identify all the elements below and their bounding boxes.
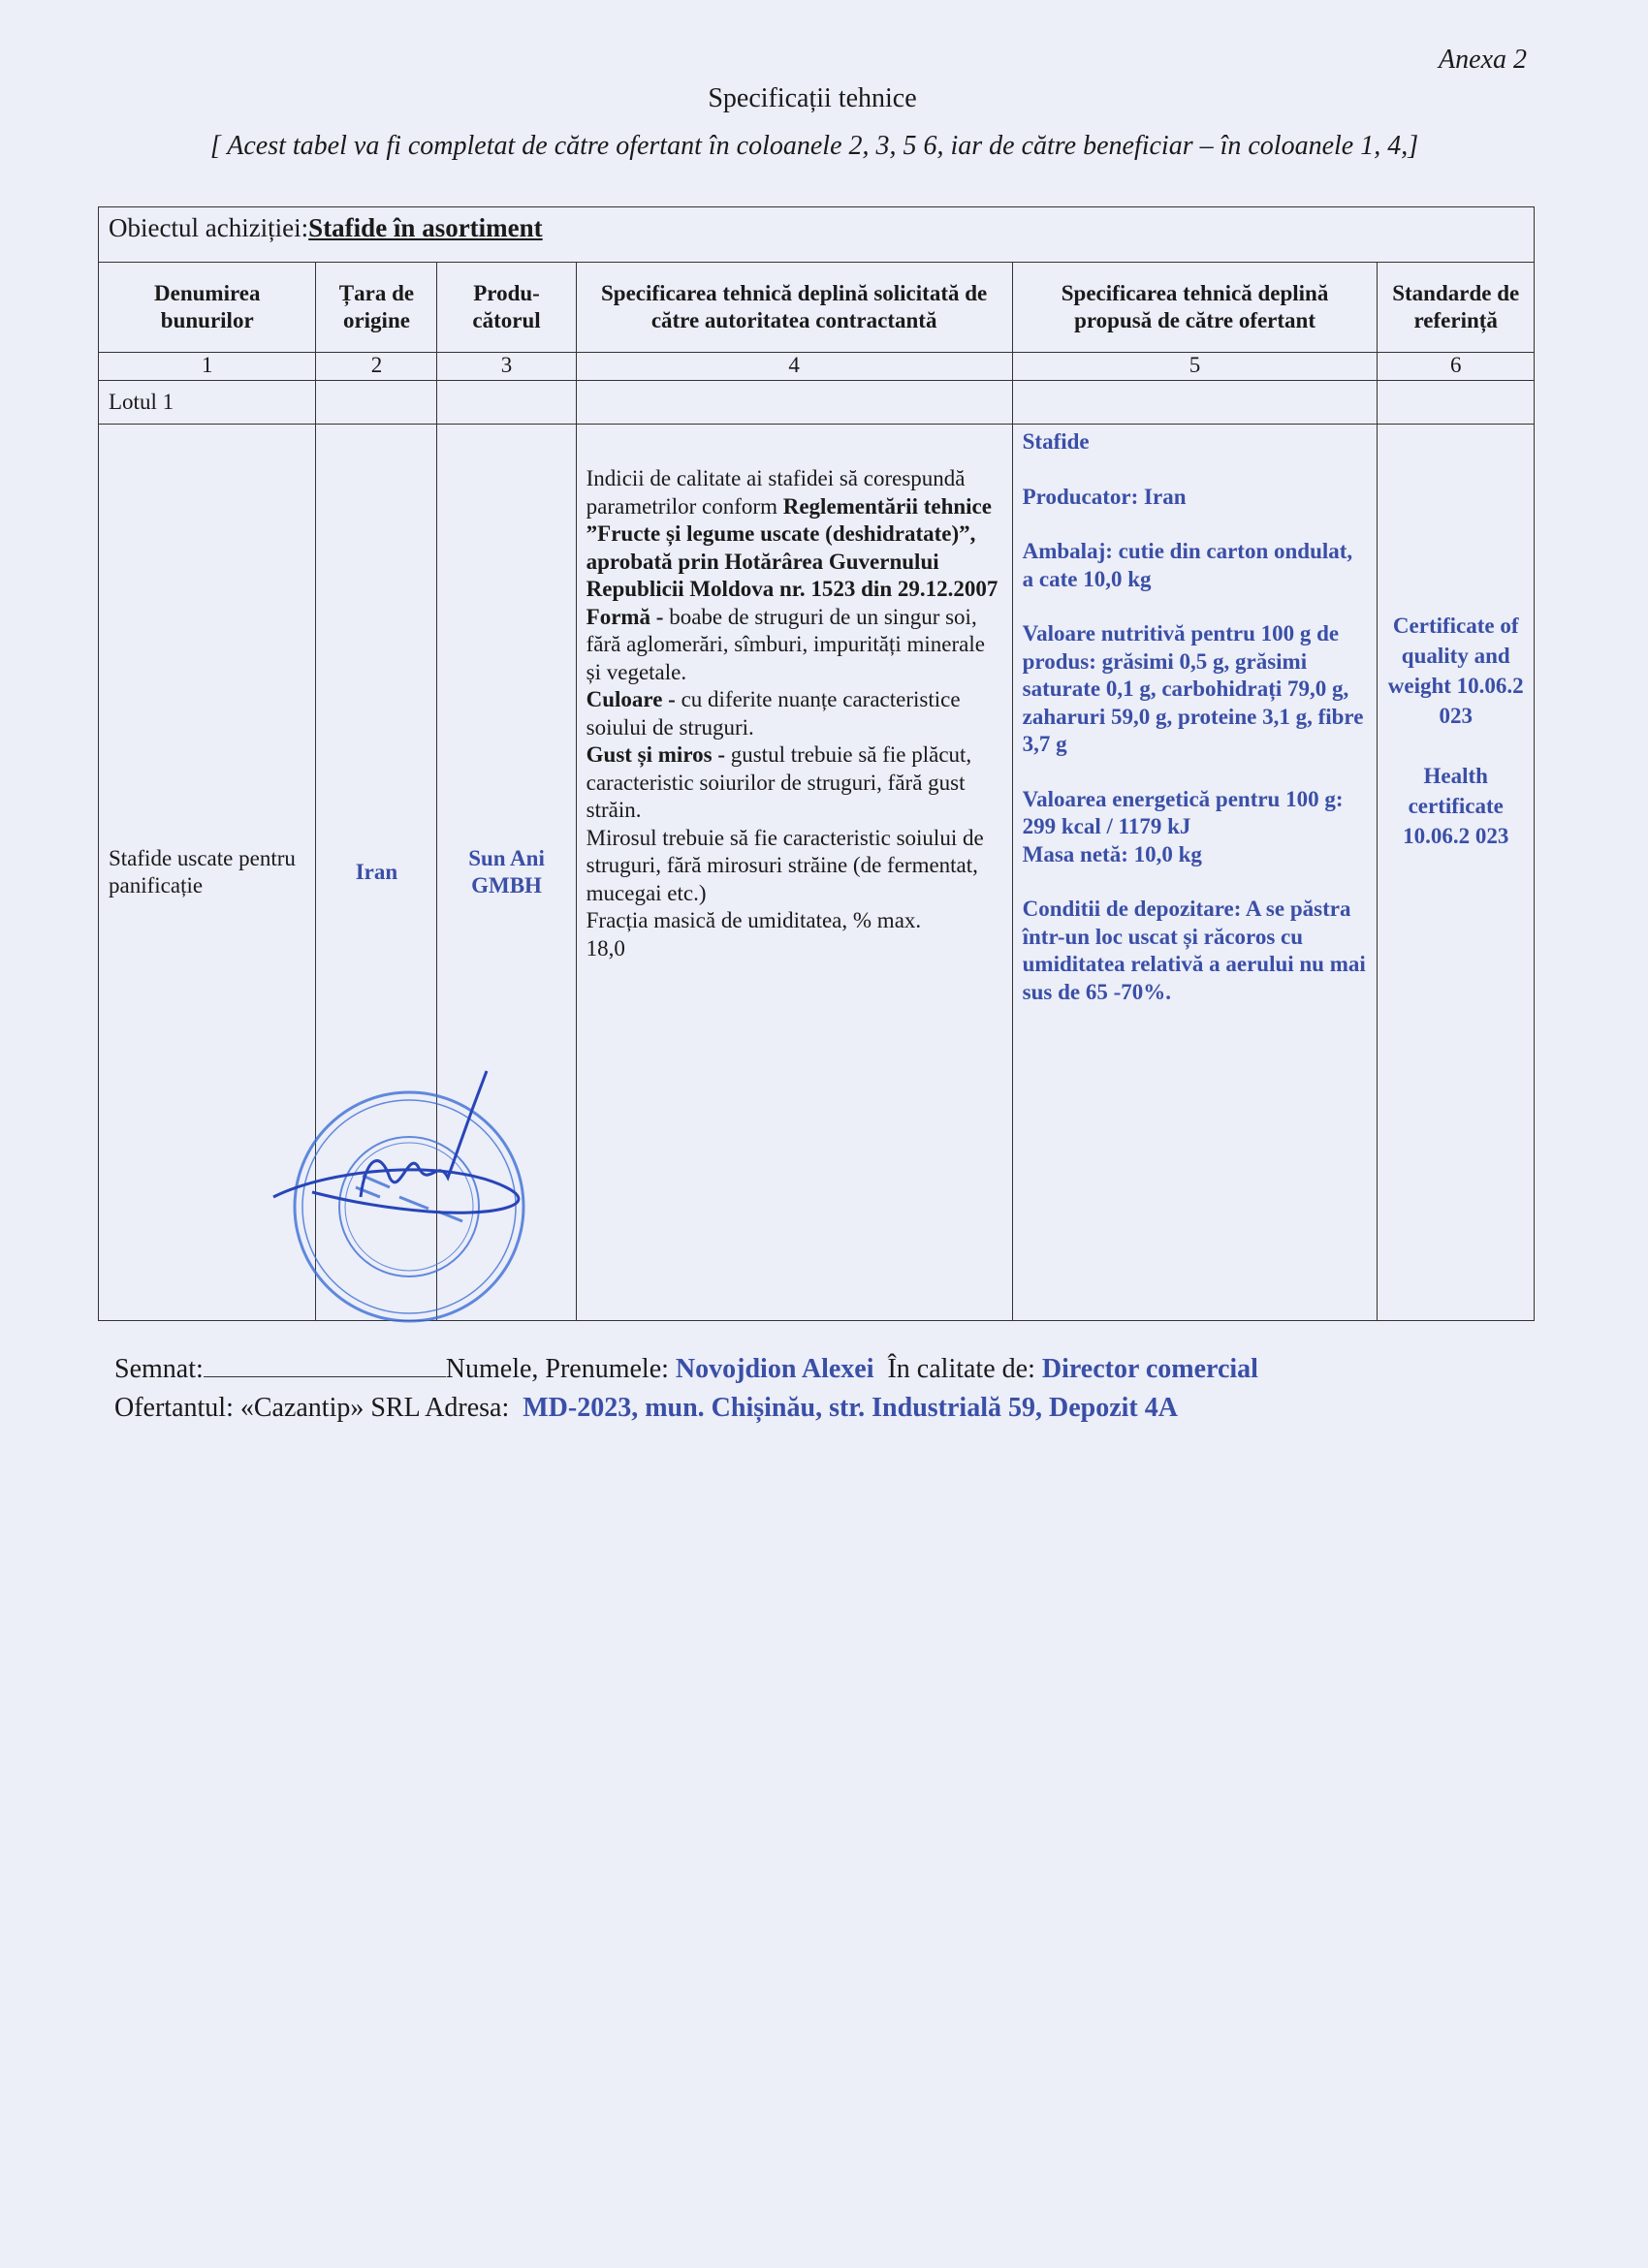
spec-intro: Indicii de calitate ai stafidei să corespundă parametrilor conform	[586, 466, 966, 519]
signature-line	[114, 1350, 1639, 1389]
form-text: boabe de struguri de un singur soi, fără aglomerări, sîmburi, impurități minerale și vegetale.	[586, 604, 985, 684]
taste-label: Gust și miros -	[586, 742, 725, 767]
header-row	[99, 263, 1535, 353]
column-number: 1	[99, 353, 316, 381]
address-label: Adresa:	[425, 1393, 510, 1423]
procurement-object	[99, 207, 1535, 263]
column-number: 5	[1012, 353, 1378, 381]
offer-producer: Producator: Iran	[1022, 484, 1187, 509]
signer-name: Novojdion Alexei	[675, 1354, 874, 1384]
standard-health-certificate: Health certificate 10.06.2 023	[1403, 764, 1509, 848]
form-label: Formă -	[586, 604, 664, 629]
offer-product: Stafide	[1022, 429, 1090, 454]
header-producer: Produ-cătorul	[437, 263, 576, 353]
page-title: Specificații tehnice	[708, 83, 917, 113]
producer: Sun Ani GMBH	[437, 425, 576, 1321]
annex-label: Anexa 2	[1439, 45, 1527, 75]
column-number: 6	[1378, 353, 1535, 381]
column-number: 4	[576, 353, 1012, 381]
spec-offered	[1012, 425, 1378, 1321]
signer-role: Director comercial	[1041, 1354, 1258, 1384]
signed-label: Semnat:	[114, 1354, 204, 1384]
spec-requested	[576, 425, 1012, 1321]
bidder-label: Ofertantul:	[114, 1393, 234, 1423]
bidder-line	[114, 1389, 1639, 1428]
column-number: 2	[316, 353, 437, 381]
goods-name: Stafide uscate pentru panificație	[99, 425, 316, 1321]
offer-storage: Conditii de depozitare: A se păstra într-un loc uscat și răcoros cu umiditatea relativă a aerului nu mai sus de 65 -70%.	[1022, 897, 1366, 1004]
signature-field	[204, 1351, 446, 1377]
offer-net-mass: Masa netă: 10,0 kg	[1022, 841, 1202, 866]
standards	[1378, 425, 1535, 1321]
signature-block	[114, 1350, 1639, 1428]
lot-label: Lotul 1	[99, 381, 316, 425]
lot-row	[99, 381, 1535, 425]
company-stamp-and-signature	[254, 1052, 564, 1342]
column-number: 3	[437, 353, 576, 381]
country-of-origin: Iran	[316, 425, 437, 1321]
color-label: Culoare -	[586, 687, 676, 711]
header-goods: Denumirea bunurilor	[99, 263, 316, 353]
taste-text: gustul trebuie să fie plăcut, caracteristic soiurilor de struguri, fără gust străin.	[586, 742, 972, 822]
humidity-text: Fracția masică de umiditatea, % max. 18,0	[586, 908, 999, 961]
smell-text: Mirosul trebuie să fie caracteristic soiului de struguri, fără mirosuri străine (de fermentat, mucegai etc.)	[586, 825, 984, 905]
header-standards: Standarde de referință	[1378, 263, 1535, 353]
instructions-subtitle: [ Acest tabel va fi completat de către ofertant în coloanele 2, 3, 5 6, iar de către beneficiar – în coloanele 1, 4,]	[209, 131, 1419, 161]
name-label: Numele, Prenumele:	[445, 1354, 669, 1384]
header-spec-requested: Specificarea tehnică deplină solicitată de către autoritatea contractantă	[576, 263, 1012, 353]
color-text: cu diferite nuanțe caracteristice soiului de struguri.	[586, 687, 961, 740]
object-value: Stafide în asortiment	[308, 213, 543, 242]
bidder-name: «Cazantip» SRL	[239, 1393, 420, 1423]
offer-nutrition: Valoare nutritivă pentru 100 g de produs: grăsimi 0,5 g, grăsimi saturate 0,1 g, carbohidrați 79,0 g, zaharuri 59,0 g, proteine 3,1 g, fibre 3,7 g	[1022, 621, 1364, 756]
object-label: Obiectul achiziției:	[109, 213, 309, 242]
standard-quality-certificate: Certificate of quality and weight 10.06.2 023	[1387, 614, 1524, 728]
header-country: Țara de origine	[316, 263, 437, 353]
spec-regulation: Reglementării tehnice ”Fructe și legume uscate (deshidratate)”, aprobată prin Hotărârea Guvernului Republicii Moldova nr. 1523 din 29.12.2007	[586, 493, 998, 601]
column-number-row	[99, 353, 1535, 381]
role-label: În calitate de:	[887, 1354, 1035, 1384]
offer-packaging: Ambalaj: cutie din carton ondulat, a cate 10,0 kg	[1022, 539, 1353, 591]
header-spec-offered: Specificarea tehnică deplină propusă de către ofertant	[1012, 263, 1378, 353]
offer-energy: Valoarea energetică pentru 100 g: 299 kcal / 1179 kJ	[1022, 786, 1344, 838]
bidder-address: MD-2023, mun. Chișinău, str. Industrială 59, Depozit 4A	[523, 1393, 1178, 1423]
